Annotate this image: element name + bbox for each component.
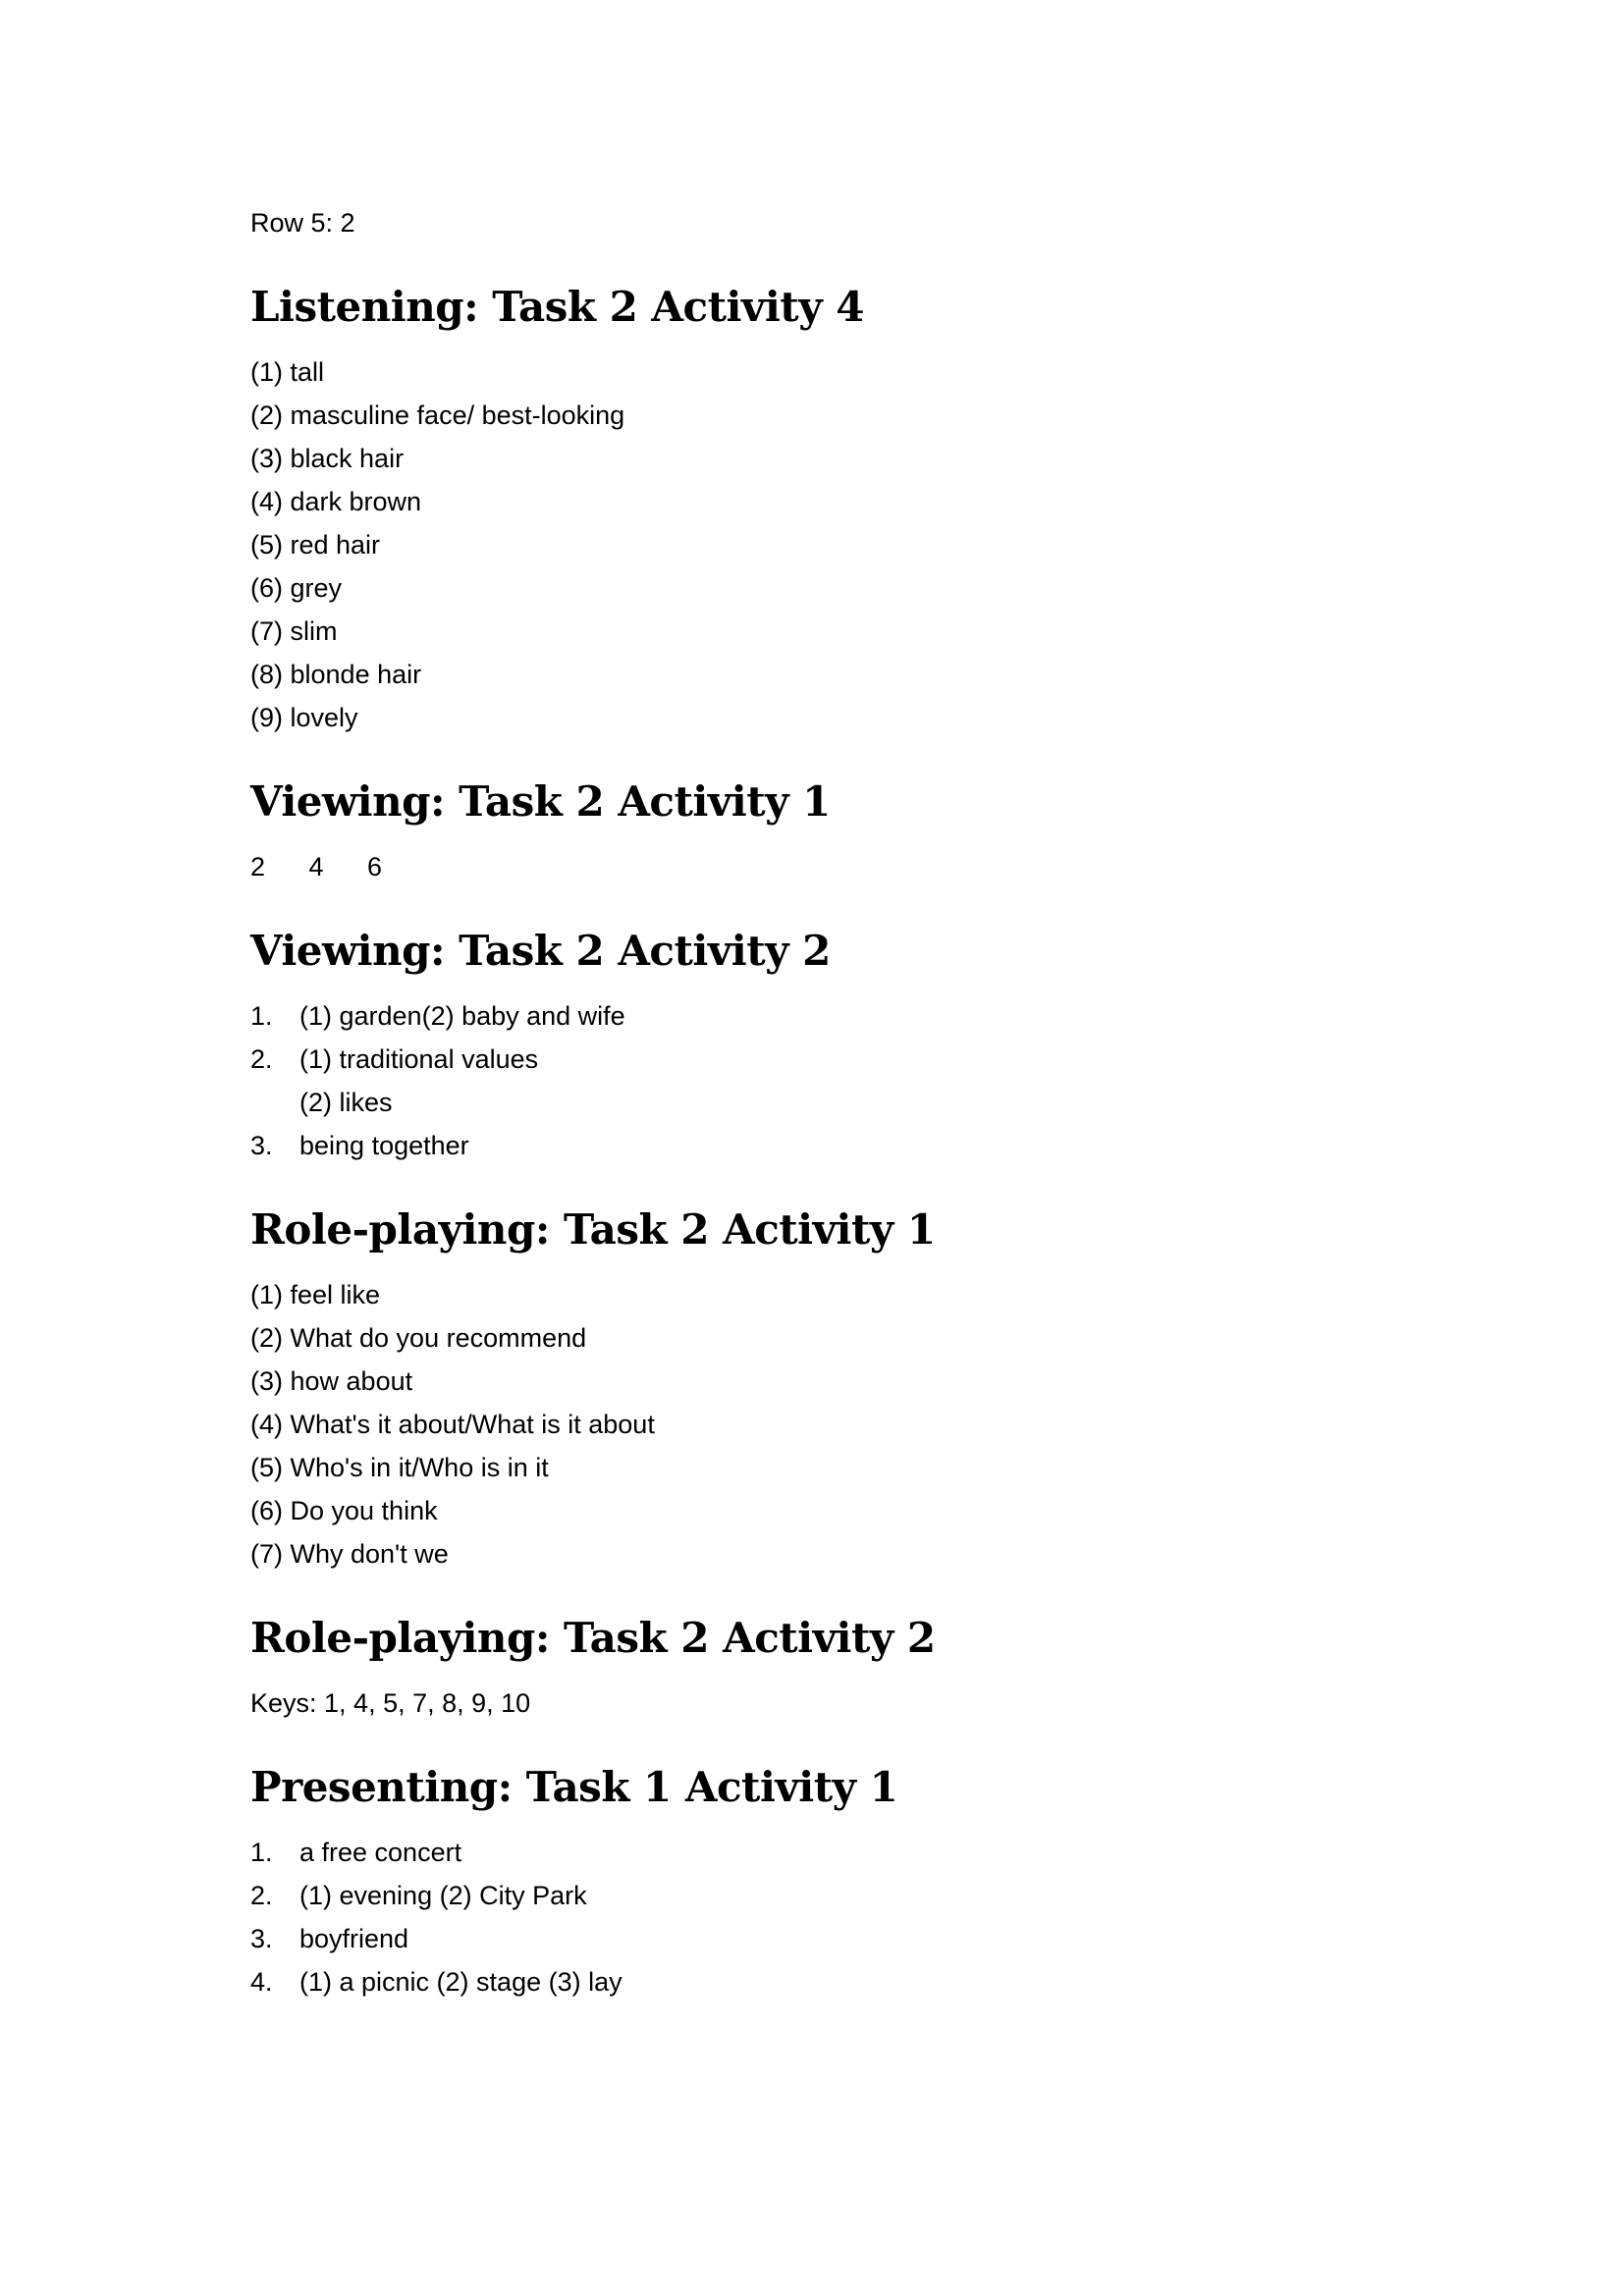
list-item bbox=[250, 1038, 1527, 1124]
answer-number: 2 bbox=[250, 852, 266, 881]
section-title: Role-playing: Task 2 Activity 1 bbox=[250, 1205, 936, 1254]
answer-item: (4) What's it about/What is it about bbox=[250, 1410, 655, 1439]
answer-item: (3) how about bbox=[250, 1366, 413, 1396]
answer-item: (4) dark brown bbox=[250, 487, 422, 516]
section-roleplaying-task2-activity1 bbox=[250, 1202, 1527, 1575]
section-title: Viewing: Task 2 Activity 2 bbox=[250, 927, 831, 975]
answer-item: (1) tall bbox=[250, 357, 325, 387]
answer-item: (6) grey bbox=[250, 573, 343, 603]
item-text: (1) evening (2) City Park bbox=[299, 1881, 587, 1910]
item-number: 1. bbox=[250, 1001, 273, 1031]
item-text: (1) a picnic (2) stage (3) lay bbox=[299, 1967, 623, 1997]
intro-line: Row 5: 2 bbox=[250, 208, 355, 238]
answer-item: (5) Who's in it/Who is in it bbox=[250, 1453, 549, 1482]
answer-item: (3) black hair bbox=[250, 444, 405, 473]
list-item bbox=[250, 1124, 1527, 1167]
keys-line: Keys: 1, 4, 5, 7, 8, 9, 10 bbox=[250, 1688, 531, 1718]
section-presenting-task1-activity1 bbox=[250, 1760, 1527, 2003]
section-title: Viewing: Task 2 Activity 1 bbox=[250, 777, 831, 826]
section-title: Role-playing: Task 2 Activity 2 bbox=[250, 1614, 936, 1662]
answer-item: (5) red hair bbox=[250, 530, 381, 560]
list-item bbox=[250, 1960, 1527, 2003]
answer-numbers bbox=[250, 845, 1527, 888]
list-item bbox=[250, 1874, 1527, 1917]
item-number: 3. bbox=[250, 1924, 273, 1953]
item-number: 2. bbox=[250, 1044, 273, 1074]
section-title: Listening: Task 2 Activity 4 bbox=[250, 283, 864, 331]
item-text: (2) likes bbox=[299, 1088, 393, 1117]
list-item bbox=[250, 1917, 1527, 1960]
list-item bbox=[250, 994, 1527, 1038]
section-viewing-task2-activity2 bbox=[250, 924, 1527, 1167]
answer-number: 4 bbox=[308, 852, 324, 881]
numbered-list bbox=[250, 994, 1527, 1167]
item-text: boyfriend bbox=[299, 1924, 409, 1953]
answer-item: (1) feel like bbox=[250, 1280, 381, 1309]
item-number: 4. bbox=[250, 1967, 273, 1997]
answer-item: (7) Why don't we bbox=[250, 1539, 449, 1569]
document-page bbox=[250, 201, 1527, 2003]
section-viewing-task2-activity1 bbox=[250, 774, 1527, 888]
section-roleplaying-task2-activity2 bbox=[250, 1611, 1527, 1725]
item-text: (1) garden(2) baby and wife bbox=[299, 1001, 625, 1031]
item-number: 3. bbox=[250, 1131, 273, 1160]
item-text: a free concert bbox=[299, 1838, 462, 1867]
item-text: being together bbox=[299, 1131, 469, 1160]
answer-item: (9) lovely bbox=[250, 703, 358, 732]
answer-item: (8) blonde hair bbox=[250, 660, 422, 689]
answer-list bbox=[250, 350, 1527, 739]
answer-item: (2) masculine face/ best-looking bbox=[250, 400, 625, 430]
item-text: (1) traditional values bbox=[299, 1044, 539, 1074]
answer-list bbox=[250, 1273, 1527, 1575]
answer-number: 6 bbox=[366, 852, 382, 881]
item-number: 2. bbox=[250, 1881, 273, 1910]
item-number: 1. bbox=[250, 1838, 273, 1867]
section-listening-task2-activity4 bbox=[250, 280, 1527, 739]
answer-item: (7) slim bbox=[250, 616, 338, 646]
answer-item: (2) What do you recommend bbox=[250, 1323, 587, 1353]
answer-item: (6) Do you think bbox=[250, 1496, 438, 1525]
numbered-list bbox=[250, 1831, 1527, 2003]
section-title: Presenting: Task 1 Activity 1 bbox=[250, 1763, 898, 1811]
list-item bbox=[250, 1831, 1527, 1874]
